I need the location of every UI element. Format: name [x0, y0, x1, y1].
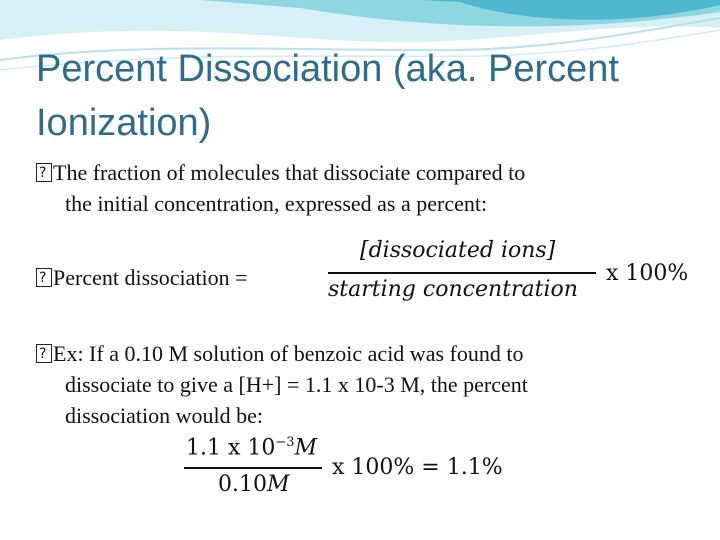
bullet-example-line-3: dissociation would be: — [65, 403, 263, 428]
bullet-definition — [36, 157, 525, 219]
formula2-result: x 100% = 1.1% — [332, 455, 503, 480]
formula1-multiplier: x 100% — [606, 261, 689, 286]
formula2-denominator-unit: M — [266, 472, 290, 497]
formula2-denominator — [218, 472, 290, 497]
formula2-numerator-base: 1.1 x 10 — [186, 435, 276, 461]
formula2-denominator-value: 0.10 — [218, 472, 267, 497]
bullet-example-line-2: dissociate to give a [H+] = 1.1 x 10-3 M, the percent — [65, 372, 528, 397]
percent-dissociation-label: Percent dissociation = — [53, 265, 248, 290]
bullet-definition-line-1: The fraction of molecules that dissociate compared to — [53, 160, 526, 185]
bullet-example-line-1: Ex: If a 0.10 M solution of benzoic acid was found to — [53, 341, 524, 366]
page-title: Percent Dissociation (aka. Percent Ionization) — [36, 48, 619, 144]
formula2-numerator — [186, 435, 317, 460]
formula2-numerator-unit: M — [294, 435, 318, 461]
formula2-fraction-bar — [184, 467, 322, 469]
formula1-fraction-bar — [328, 272, 596, 274]
formula1-denominator: starting concentration — [328, 277, 578, 302]
missing-glyph-bullet-icon — [36, 268, 52, 287]
formula2-numerator-exponent: −3 — [275, 435, 295, 450]
bullet-definition-line-2: the initial concentration, expressed as a percent: — [65, 191, 488, 216]
missing-glyph-bullet-icon — [36, 163, 52, 182]
bullet-example — [36, 338, 528, 431]
formula1-numerator: [dissociated ions] — [360, 238, 556, 263]
missing-glyph-bullet-icon — [36, 344, 52, 363]
bullet-percent-dissociation — [36, 262, 247, 293]
